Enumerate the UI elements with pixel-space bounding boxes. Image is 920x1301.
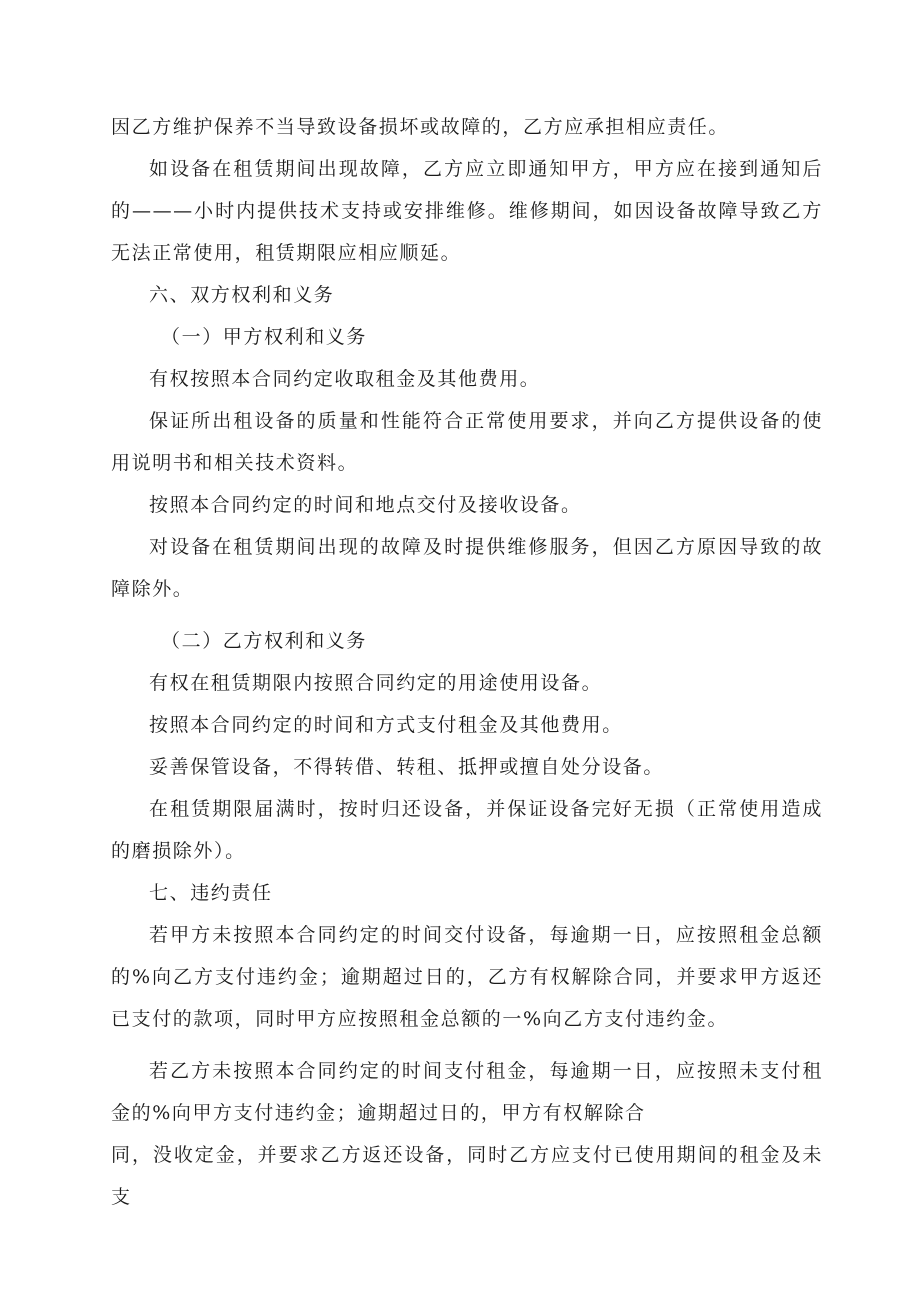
section-heading-rights-obligations: 六、双方权利和义务 (149, 284, 335, 306)
paragraph-b-use-equipment: 有权在租赁期限内按照合同约定的用途使用设备。 (149, 672, 603, 694)
paragraph-a-quality-guarantee: 保证所出租设备的质量和性能符合正常使用要求，并向乙方提供设备的使用说明书和相关技术资料。 (111, 410, 823, 474)
subheading-party-b: （二）乙方权利和义务 (161, 630, 368, 652)
paragraph-a-repair-service: 对设备在租赁期间出现的故障及时提供维修服务，但因乙方原因导致的故障除外。 (111, 536, 823, 600)
paragraph-fault-repair: 如设备在租赁期间出现故障，乙方应立即通知甲方，甲方应在接到通知后的———小时内提供技术支持或安排维修。维修期间，如因设备故障导致乙方无法正常使用，租赁期限应相应顺延。 (111, 158, 823, 264)
paragraph-b-late-payment-penalty: 若乙方未按照本合同约定的时间支付租金，每逾期一日，应按照未支付租金的%向甲方支付违约金；逾期超过日的，甲方有权解除合 (111, 1060, 823, 1124)
paragraph-a-delivery: 按照本合同约定的时间和地点交付及接收设备。 (149, 494, 582, 516)
paragraph-maintenance-liability: 因乙方维护保养不当导致设备损坏或故障的，乙方应承担相应责任。 (111, 116, 730, 138)
paragraph-a-collect-rent: 有权按照本合同约定收取租金及其他费用。 (149, 368, 541, 390)
section-heading-breach-liability: 七、违约责任 (149, 882, 273, 904)
paragraph-b-safekeeping: 妥善保管设备，不得转借、转租、抵押或擅自处分设备。 (149, 756, 665, 778)
subheading-party-a: （一）甲方权利和义务 (161, 326, 368, 348)
paragraph-b-pay-rent: 按照本合同约定的时间和方式支付租金及其他费用。 (149, 714, 623, 736)
paragraph-b-return: 在租赁期限届满时，按时归还设备，并保证设备完好无损（正常使用造成的磨损除外）。 (111, 798, 823, 862)
document-body (111, 106, 823, 1218)
paragraph-b-late-payment-continued: 同，没收定金，并要求乙方返还设备，同时乙方应支付已使用期间的租金及未支 (111, 1144, 823, 1208)
paragraph-a-late-delivery-penalty: 若甲方未按照本合同约定的时间交付设备，每逾期一日，应按照租金总额的%向乙方支付违约金；逾期超过日的，乙方有权解除合同，并要求甲方返还已支付的款项，同时甲方应按照租金总额的一%向乙方支付违约金。 (111, 924, 823, 1030)
